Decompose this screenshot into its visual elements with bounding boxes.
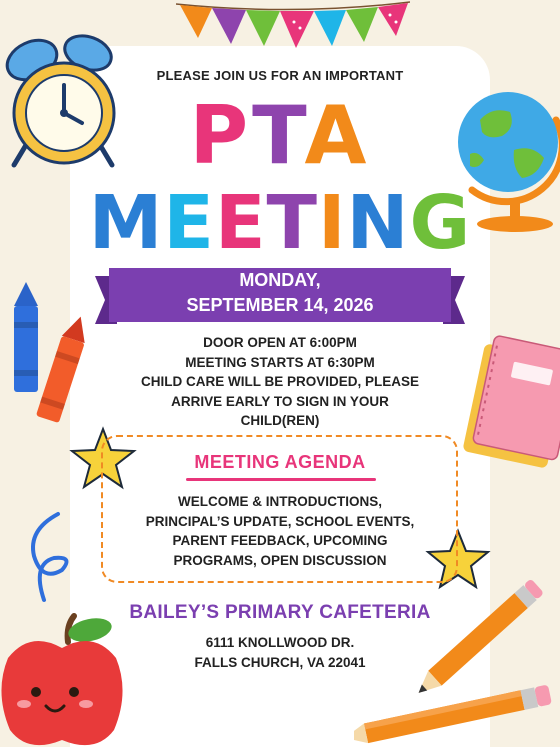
detail-line: MEETING STARTS AT 6:30PM <box>185 354 375 370</box>
title-pta <box>0 89 560 182</box>
agenda-title: MEETING AGENDA <box>194 452 366 472</box>
intro-text: PLEASE JOIN US FOR AN IMPORTANT <box>156 68 404 83</box>
title-letter: E <box>163 180 215 266</box>
agenda-items <box>0 492 560 570</box>
address-line: FALLS CHURCH, VA 22041 <box>194 654 366 670</box>
title-letter: E <box>214 180 267 266</box>
title-letter: M <box>88 180 164 266</box>
title-letter: T <box>252 89 305 182</box>
agenda-line: PROGRAMS, OPEN DISCUSSION <box>173 552 387 568</box>
venue-name: BAILEY’S PRIMARY CAFETERIA <box>129 602 431 623</box>
title-letter: T <box>266 180 318 266</box>
agenda-line: WELCOME & INTRODUCTIONS, <box>178 494 382 509</box>
agenda-line: PARENT FEEDBACK, UPCOMING <box>172 533 388 548</box>
title-letter: I <box>318 180 347 266</box>
agenda-line: PRINCIPAL’S UPDATE, SCHOOL EVENTS, <box>145 513 415 529</box>
title-letter: P <box>189 89 253 182</box>
bunting-icon <box>176 0 410 56</box>
venue-address <box>0 633 560 672</box>
title-letter: N <box>346 180 410 266</box>
agenda-underline <box>186 478 376 481</box>
address-line: 6111 KNOLLWOOD DR. <box>205 635 355 650</box>
event-details <box>0 333 560 431</box>
detail-line: ARRIVE EARLY TO SIGN IN YOUR <box>171 393 389 409</box>
detail-line: CHILD CARE WILL BE PROVIDED, PLEASE <box>140 374 420 389</box>
date-day: MONDAY, <box>239 270 321 290</box>
title-letter: G <box>409 180 472 266</box>
pencil-icon <box>354 680 560 747</box>
detail-line: CHILD(REN) <box>240 413 320 428</box>
title-letter: A <box>304 89 371 182</box>
title-meeting <box>0 180 560 266</box>
detail-line: DOOR OPEN AT 6:00PM <box>203 335 357 350</box>
date-full: SEPTEMBER 14, 2026 <box>186 295 374 315</box>
